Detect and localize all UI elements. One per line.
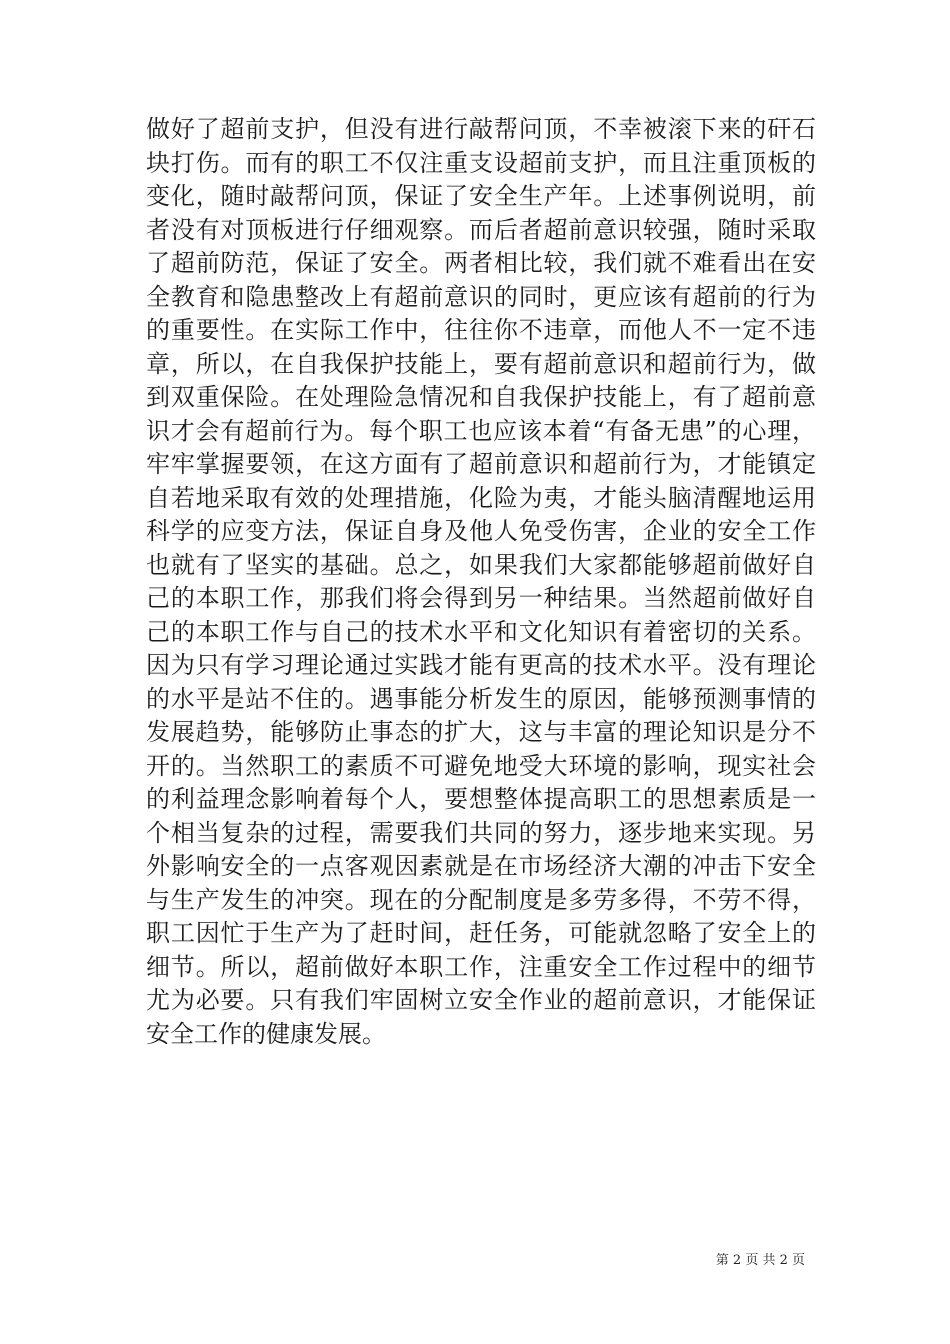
body-paragraph: 做好了超前支护，但没有进行敲帮问顶，不幸被滚下来的矸石块打伤。而有的职工不仅注重支设超前支护，而且注重顶板的变化，随时敲帮问顶，保证了安全生产年。上述事例说明，前者没有对顶板进行仔细观察。而后者超前意识较强，随时采取了超前防范，保证了安全。两者相比较，我们就不难看出在安全教育和隐患整改上有超前意识的同时，更应该有超前的行为的重要性。在实际工作中，往往你不违章，而他人不一定不违章，所以，在自我保护技能上，要有超前意识和超前行为，做到双重保险。在处理险急情况和自我保护技能上，有了超前意识才会有超前行为。每个职工也应该本着“有备无患”的心理，牢牢掌握要领，在这方面有了超前意识和超前行为，才能镇定自若地采取有效的处理措施，化险为夷，才能头脑清醒地运用科学的应变方法，保证自身及他人免受伤害，企业的安全工作也就有了坚实的基础。总之，如果我们大家都能够超前做好自己的本职工作，那我们将会得到另一种结果。当然超前做好自己的本职工作与自己的技术水平和文化知识有着密切的关系。因为只有学习理论通过实践才能有更高的技术水平。没有理论的水平是站不住的。遇事能分析发生的原因，能够预测事情的发展趋势，能够防止事态的扩大，这与丰富的理论知识是分不开的。当然职工的素质不可避免地受大环境的影响，现实社会的利益理念影响着每个人，要想整体提高职工的思想素质是一个相当复杂的过程，需要我们共同的努力，逐步地来实现。另外影响安全的一点客观因素就是在市场经济大潮的冲击下安全与生产发生的冲突。现在的分配制度是多劳多得，不劳不得，职工因忙于生产为了赶时间，赶任务，可能就忽略了安全上的细节。所以，超前做好本职工作，注重安全工作过程中的细节尤为必要。只有我们牢固树立安全作业的超前意识，才能保证安全工作的健康发展。 [146, 115, 816, 1048]
page-number-footer: 第 2 页 共 2 页 [715, 1253, 805, 1268]
